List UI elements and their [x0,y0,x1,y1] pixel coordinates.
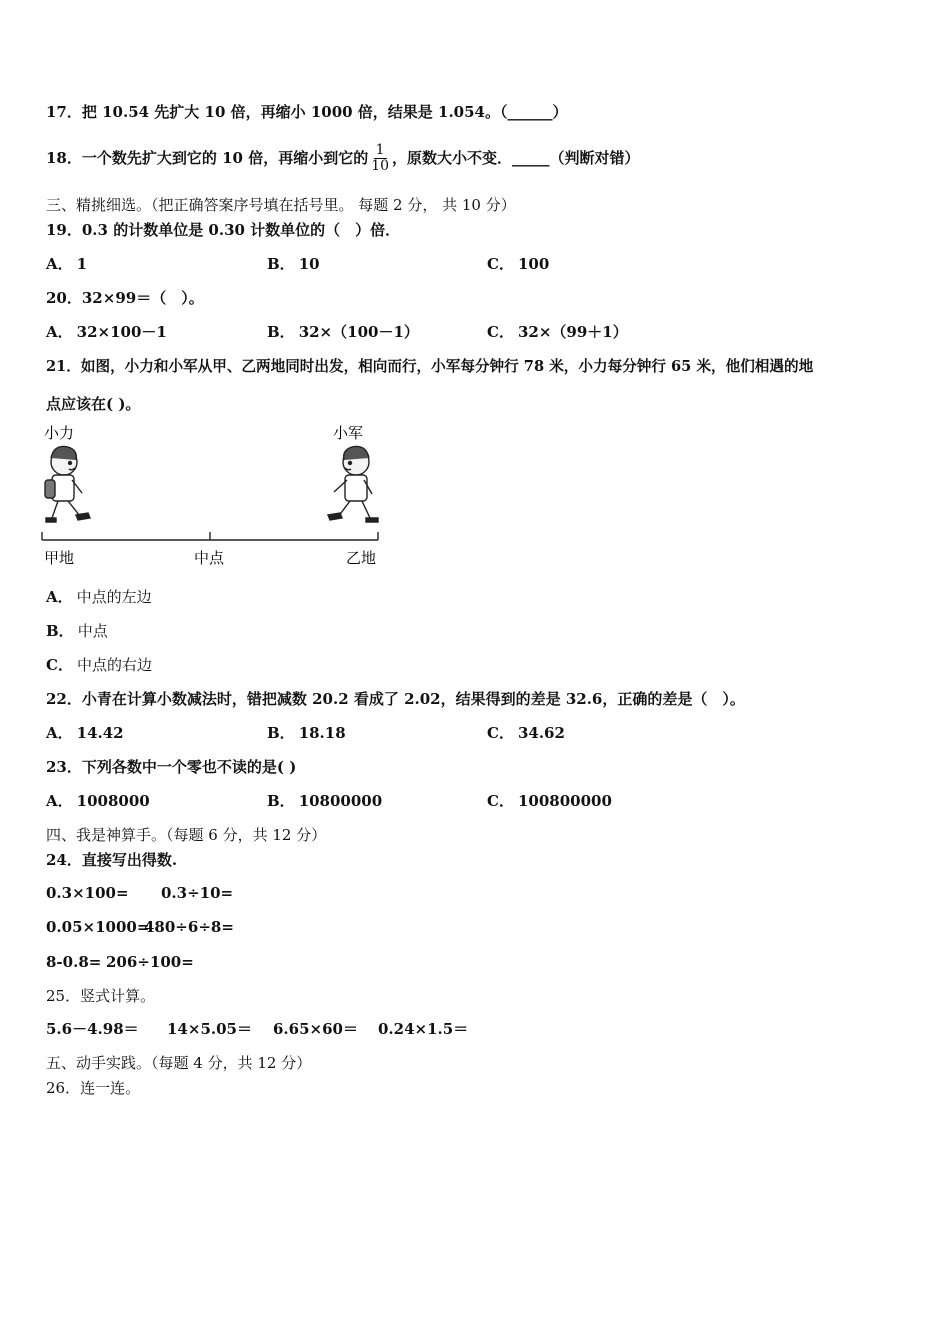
fraction-denominator: 10 [371,157,390,174]
option-text: 中点 [77,622,108,640]
option-text: 32×100－1 [76,323,167,341]
option-text: 32×（99＋1） [517,323,628,341]
option-label: B． [46,622,74,640]
label-jiadi: 甲地 [44,549,75,567]
question-21-line1: 21．如图，小力和小军从甲、乙两地同时出发，相向而行，小军每分钟行 78 米，小力每分钟行 65 米，他们相遇的地 [46,358,814,375]
question-18 [46,140,640,176]
option-b[interactable] [267,723,346,743]
calc-item: 206÷100= [106,953,194,971]
option-a[interactable] [46,322,167,342]
section-4-title: 四、我是神算手。（每题 6 分，共 12 分） [46,826,327,844]
question-22: 22．小青在计算小数减法时，错把减数 20.2 看成了 2.02，结果得到的差是 32.6，正确的差是（ ）。 [46,690,745,708]
option-text: 10800000 [298,792,383,810]
option-text: 1 [76,255,88,273]
option-a[interactable] [46,254,87,274]
option-c[interactable] [487,791,612,811]
option-text: 中点的左边 [76,588,152,606]
calc-item: 0.3×100= [46,884,129,902]
question-20: 20．32×99＝（ ）。 [46,289,204,307]
option-c[interactable] [487,322,628,342]
option-label: A． [46,255,73,273]
question-23: 23．下列各数中一个零也不读的是( ) [46,758,297,776]
calc-item: 0.3÷10= [161,884,234,902]
question-19: 19．0.3 的计数单位是 0.30 计数单位的（ ）倍． [46,221,401,239]
option-label: C． [46,656,73,674]
option-label: B． [267,724,295,742]
option-label: A． [46,792,73,810]
option-text: 1008000 [76,792,150,810]
boy-xiaojun-illustration [328,446,378,522]
label-midpoint: 中点 [194,549,225,567]
section-3-title: 三、精挑细选。（把正确答案序号填在括号里。 每题 2 分， 共 10 分） [46,196,516,214]
question-26: 26．连一连。 [46,1079,141,1097]
calc-item: 0.05×1000= [46,918,150,936]
option-text: 34.62 [517,724,565,742]
option-text: 18.18 [298,724,346,742]
option-a[interactable] [46,791,150,811]
question-18-stem: 18．一个数先扩大到它的 10 倍，再缩小到它的 [46,149,369,167]
option-label: B． [267,255,295,273]
option-label: C． [487,724,514,742]
vertical-calc-item: 5.6－4.98＝ [46,1020,139,1038]
question-21-line2: 点应该在( )。 [46,395,141,413]
question-24: 24．直接写出得数. [46,851,178,869]
option-a[interactable] [46,723,124,743]
option-text: 32×（100－1） [298,323,419,341]
option-text: 14.42 [76,724,124,742]
option-label: B． [267,792,295,810]
label-xiaoli: 小力 [44,424,75,442]
option-b[interactable] [46,621,108,641]
option-text: 中点的右边 [76,656,152,674]
vertical-calc-item: 6.65×60＝ [273,1020,358,1038]
calc-item: 480÷6÷8= [144,918,234,936]
option-label: A． [46,323,73,341]
option-c[interactable] [487,723,565,743]
option-c[interactable] [46,655,152,675]
option-label: C． [487,323,514,341]
section-5-title: 五、动手实践。（每题 4 分，共 12 分） [46,1054,312,1072]
vertical-calc-item: 0.24×1.5＝ [378,1020,469,1038]
question-18-tail: ，原数大小不变．_____（判断对错） [392,149,640,167]
meeting-diagram [40,420,390,575]
vertical-calc-item: 14×5.05＝ [167,1020,252,1038]
label-yidi: 乙地 [346,549,377,567]
fraction-numerator: 1 [375,141,385,158]
option-label: A． [46,724,73,742]
option-label: C． [487,792,514,810]
option-b[interactable] [267,254,320,274]
option-a[interactable] [46,587,152,607]
option-text: 100 [517,255,550,273]
question-25: 25．竖式计算。 [46,987,156,1005]
option-c[interactable] [487,254,549,274]
option-label: B． [267,323,295,341]
boy-xiaoli-illustration [45,446,90,522]
calc-item: 8-0.8= [46,953,102,971]
option-b[interactable] [267,791,382,811]
label-xiaojun: 小军 [333,424,364,442]
option-label: C． [487,255,514,273]
option-b[interactable] [267,322,419,342]
option-label: A． [46,588,73,606]
fraction [369,143,391,174]
option-text: 100800000 [517,792,612,810]
option-text: 10 [298,255,320,273]
question-17: 17．把 10.54 先扩大 10 倍，再缩小 1000 倍，结果是 1.054。（______） [46,103,568,121]
